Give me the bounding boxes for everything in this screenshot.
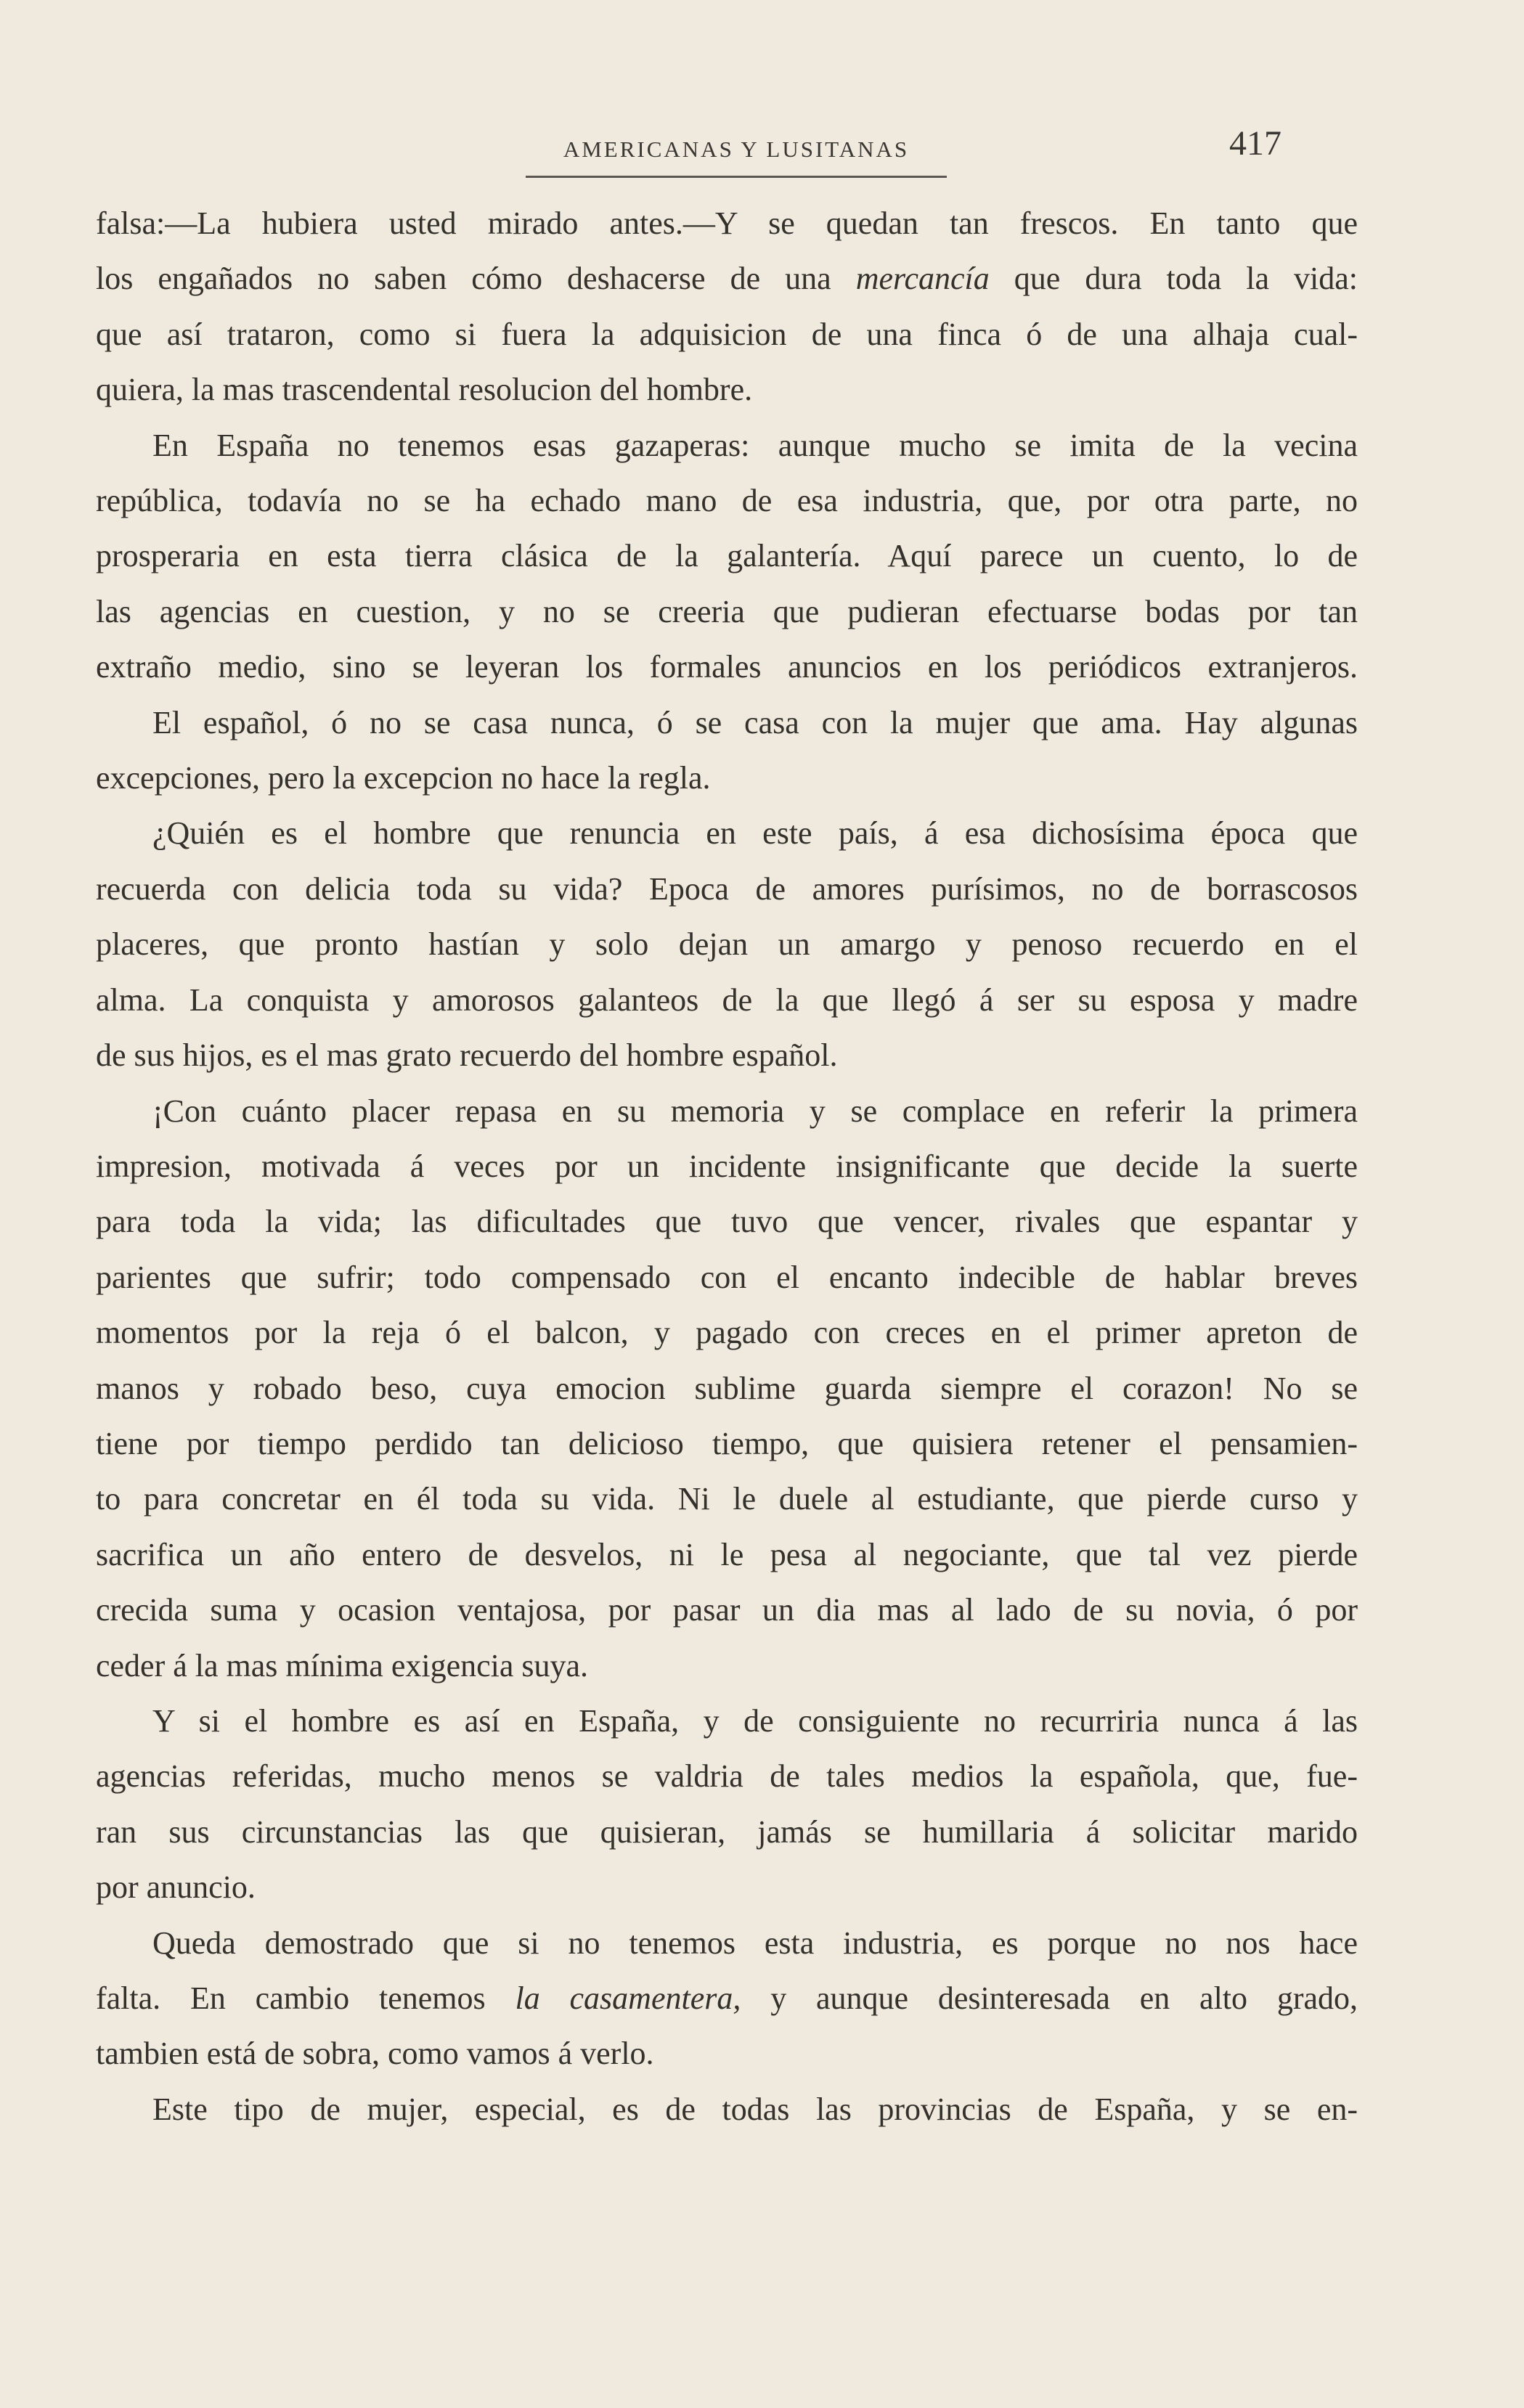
text-line: parientes que sufrir; todo compensado con el encanto indecible de hablar breves [96,1259,1358,1295]
text-line: El español, ó no se casa nunca, ó se casa con la mujer que ama. Hay algunas [152,704,1358,740]
text-line: tambien está de sobra, como vamos á verlo. [96,2036,654,2072]
text-line: crecida suma y ocasion ventajosa, por pasar un dia mas al lado de su novia, ó por [96,1592,1358,1628]
italic-run: la casamentera, [515,1980,741,2016]
text-line: sacrifica un año entero de desvelos, ni le pesa al negociante, que tal vez pierde [96,1536,1358,1572]
text-line: para toda la vida; las dificultades que tuvo que vencer, rivales que espantar y [96,1204,1358,1240]
text-line: Queda demostrado que si no tenemos esta industria, es porque no nos hace [152,1925,1358,1961]
page-number: 417 [1229,124,1281,163]
running-head: AMERICANAS Y LUSITANAS [526,123,947,178]
text-line: En España no tenemos esas gazaperas: aunque mucho se imita de la vecina [152,427,1358,463]
paragraph-4 [96,806,1358,1083]
text-run: y aunque desinteresada en alto grado, [770,1980,1358,2016]
text-line: ¿Quién es el hombre que renuncia en este país, á esa dichosísima época que [152,815,1358,852]
text-line: república, todavía no se ha echado mano de esa industria, que, por otra parte, no [96,483,1358,519]
text-line: Y si el hombre es así en España, y de consiguiente no recurriria nunca á las [152,1702,1358,1739]
paragraph-3 [96,695,1358,807]
text-line: que así trataron, como si fuera la adquisicion de una finca ó de una alhaja cual- [96,316,1358,352]
text-line: ran sus circunstancias las que quisieran, jamás se humillaria á solicitar marido [96,1813,1358,1850]
text-run: los engañados no saben cómo deshacerse de una [96,261,831,297]
text-run: falta. En cambio tenemos [96,1980,486,2016]
text-line: ¡Con cuánto placer repasa en su memoria y se complace en referir la primera [152,1093,1358,1129]
text-line: de sus hijos, es el mas grato recuerdo del hombre español. [96,1037,838,1074]
text-run: que dura toda la vida: [1014,261,1358,297]
paragraph-2 [96,418,1358,695]
text-line: excepciones, pero la excepcion no hace la regla. [96,760,711,796]
page-body [96,196,1358,2137]
text-line: momentos por la reja ó el balcon, y pagado con creces en el primer apreton de [96,1315,1358,1351]
text-line: extraño medio, sino se leyeran los formales anuncios en los periódicos extranjeros. [96,649,1358,685]
text-line [96,251,1358,306]
text-line: agencias referidas, mucho menos se valdria de tales medios la española, que, fue- [96,1758,1358,1795]
paragraph-7 [96,1916,1358,2082]
text-line: ceder á la mas mínima exigencia suya. [96,1647,589,1683]
italic-run: mercancía [855,261,990,297]
text-line: impresion, motivada á veces por un incidente insignificante que decide la suerte [96,1148,1358,1184]
text-line [96,1971,1358,2026]
text-line: falsa:—La hubiera usted mirado antes.—Y se quedan tan frescos. En tanto que [96,205,1358,241]
paragraph-5 [96,1084,1358,1694]
text-line: alma. La conquista y amorosos galanteos de la que llegó á ser su esposa y madre [96,981,1358,1018]
text-line: prosperaria en esta tierra clásica de la galantería. Aquí parece un cuento, lo de [96,538,1358,574]
paragraph-6 [96,1694,1358,1916]
text-line: las agencias en cuestion, y no se creeria que pudieran efectuarse bodas por tan [96,593,1358,629]
text-line: Este tipo de mujer, especial, es de todas las provincias de España, y se en- [152,2091,1358,2127]
text-line: recuerda con delicia toda su vida? Epoca de amores purísimos, no de borrascosos [96,870,1358,907]
text-line: placeres, que pronto hastían y solo dejan un amargo y penoso recuerdo en el [96,926,1358,963]
paragraph-8 [96,2082,1358,2137]
text-line: quiera, la mas trascendental resolucion del hombre. [96,372,753,408]
text-line: manos y robado beso, cuya emocion sublime guarda siempre el corazon! No se [96,1370,1358,1406]
paragraph-1 [96,196,1358,418]
text-line: por anuncio. [96,1869,256,1906]
text-line: to para concretar en él toda su vida. Ni le duele al estudiante, que pierde curso y [96,1481,1358,1517]
text-line: tiene por tiempo perdido tan delicioso tiempo, que quisiera retener el pensamien- [96,1425,1358,1461]
